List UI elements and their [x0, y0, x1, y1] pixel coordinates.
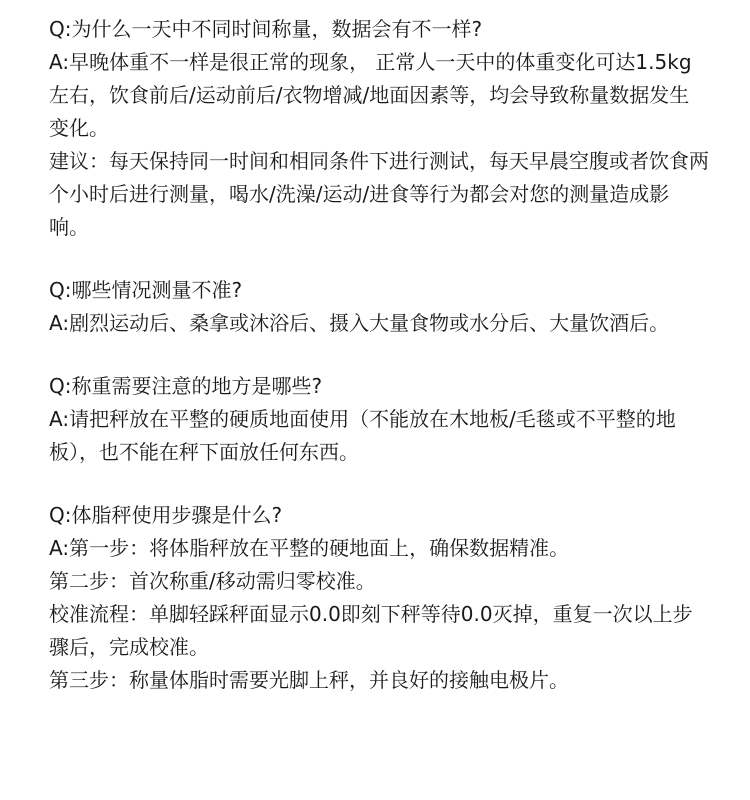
- calibration-text: 校准流程：单脚轻踩秤面显示0.0即刻下秤等待0.0灭掉，重复一次以上步骤后，完成校准。: [49, 602, 693, 659]
- faq-block-usage-steps: [49, 499, 709, 697]
- answer-text: A:剧烈运动后、桑拿或沐浴后、摄入大量食物或水分后、大量饮酒后。: [49, 311, 670, 335]
- question-text: Q:体脂秤使用步骤是什么?: [49, 503, 283, 527]
- faq-block-inaccurate-situations: [49, 274, 709, 340]
- question-text: Q:哪些情况测量不准?: [49, 278, 243, 302]
- suggestion-text: 建议：每天保持同一时间和相同条件下进行测试，每天早晨空腹或者饮食两个小时后进行测量，喝水/洗澡/运动/进食等行为都会对您的测量造成影响。: [49, 149, 709, 239]
- question-text: Q:称重需要注意的地方是哪些?: [49, 374, 323, 398]
- step-three-text: 第三步：称量体脂时需要光脚上秤，并良好的接触电极片。: [49, 668, 569, 692]
- faq-block-weighing-notes: [49, 370, 709, 469]
- answer-step-one-text: A:第一步：将体脂秤放在平整的硬地面上，确保数据精准。: [49, 536, 570, 560]
- faq-document: [49, 13, 709, 697]
- faq-block-weight-variation: [49, 13, 709, 244]
- answer-text: A:请把秤放在平整的硬质地面使用（不能放在木地板/毛毯或不平整的地板），也不能在秤下面放任何东西。: [49, 407, 676, 464]
- answer-text: A:早晚体重不一样是很正常的现象， 正常人一天中的体重变化可达1.5kg左右，饮食前后/运动前后/衣物增减/地面因素等，均会导致称量数据发生变化。: [49, 50, 692, 140]
- question-text: Q:为什么一天中不同时间称量，数据会有不一样?: [49, 17, 483, 41]
- step-two-text: 第二步：首次称重/移动需归零校准。: [49, 569, 376, 593]
